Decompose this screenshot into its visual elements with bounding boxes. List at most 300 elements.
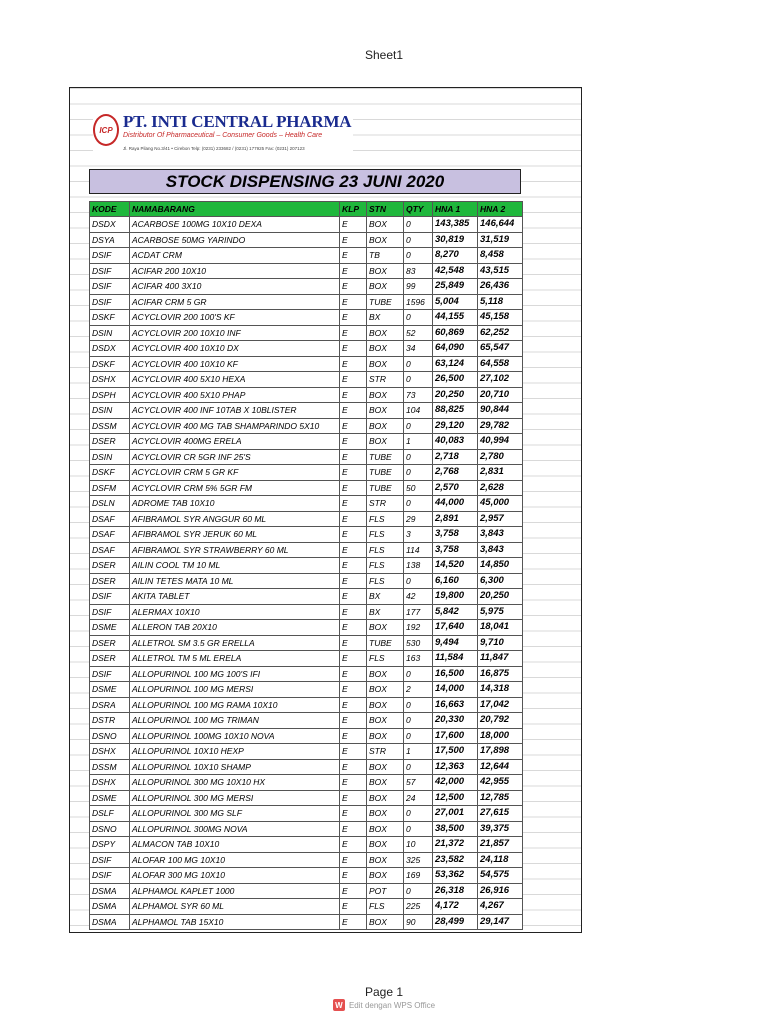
table-row xyxy=(90,558,523,574)
cell-klp: E xyxy=(340,372,367,388)
cell-namabarang: ALLOPURINOL 300MG NOVA xyxy=(130,821,340,837)
cell-qty: 225 xyxy=(404,899,433,915)
cell-hna1: 143,385 xyxy=(433,217,478,233)
cell-klp: E xyxy=(340,248,367,264)
table-row xyxy=(90,325,523,341)
cell-namabarang: ACYCLOVIR 400 5X10 HEXA xyxy=(130,372,340,388)
cell-klp: E xyxy=(340,511,367,527)
cell-hna2: 5,118 xyxy=(478,294,523,310)
cell-hna1: 17,600 xyxy=(433,728,478,744)
cell-namabarang: ACYCLOVIR 400 10X10 KF xyxy=(130,356,340,372)
cell-hna2: 6,300 xyxy=(478,573,523,589)
cell-qty: 24 xyxy=(404,790,433,806)
cell-stn: BOX xyxy=(367,279,404,295)
cell-namabarang: ALPHAMOL KAPLET 1000 xyxy=(130,883,340,899)
cell-kode: DSDX xyxy=(90,341,130,357)
cell-qty: 138 xyxy=(404,558,433,574)
cell-qty: 0 xyxy=(404,759,433,775)
cell-qty: 114 xyxy=(404,542,433,558)
cell-klp: E xyxy=(340,914,367,930)
cell-stn: FLS xyxy=(367,899,404,915)
cell-stn: FLS xyxy=(367,558,404,574)
cell-klp: E xyxy=(340,434,367,450)
cell-klp: E xyxy=(340,682,367,698)
cell-kode: DSIF xyxy=(90,868,130,884)
cell-hna1: 6,160 xyxy=(433,573,478,589)
cell-namabarang: ACYCLOVIR 400MG ERELA xyxy=(130,434,340,450)
cell-stn: STR xyxy=(367,496,404,512)
cell-stn: BOX xyxy=(367,403,404,419)
cell-kode: DSER xyxy=(90,558,130,574)
cell-hna2: 18,000 xyxy=(478,728,523,744)
cell-klp: E xyxy=(340,806,367,822)
cell-kode: DSHX xyxy=(90,744,130,760)
cell-namabarang: ACYCLOVIR 400 MG TAB SHAMPARINDO 5X10 xyxy=(130,418,340,434)
cell-kode: DSIF xyxy=(90,852,130,868)
header-hna2: HNA 2 xyxy=(478,202,523,217)
cell-hna1: 17,500 xyxy=(433,744,478,760)
cell-namabarang: ALLOPURINOL 100MG 10X10 NOVA xyxy=(130,728,340,744)
cell-stn: FLS xyxy=(367,511,404,527)
cell-hna1: 8,270 xyxy=(433,248,478,264)
cell-kode: DSNO xyxy=(90,821,130,837)
cell-hna1: 42,548 xyxy=(433,263,478,279)
cell-qty: 10 xyxy=(404,837,433,853)
cell-hna1: 19,800 xyxy=(433,589,478,605)
cell-kode: DSIF xyxy=(90,589,130,605)
cell-hna1: 44,155 xyxy=(433,310,478,326)
table-row xyxy=(90,589,523,605)
cell-namabarang: ACARBOSE 100MG 10X10 DEXA xyxy=(130,217,340,233)
cell-namabarang: ALLOPURINOL 300 MG MERSI xyxy=(130,790,340,806)
cell-hna1: 27,001 xyxy=(433,806,478,822)
cell-kode: DSIF xyxy=(90,666,130,682)
cell-hna1: 2,891 xyxy=(433,511,478,527)
table-row xyxy=(90,604,523,620)
cell-hna1: 26,318 xyxy=(433,883,478,899)
cell-kode: DSRA xyxy=(90,697,130,713)
cell-kode: DSMA xyxy=(90,914,130,930)
table-row xyxy=(90,883,523,899)
cell-qty: 50 xyxy=(404,480,433,496)
cell-stn: BOX xyxy=(367,728,404,744)
cell-stn: BOX xyxy=(367,418,404,434)
cell-hna1: 40,083 xyxy=(433,434,478,450)
stock-table xyxy=(89,201,523,930)
cell-hna2: 8,458 xyxy=(478,248,523,264)
table-row xyxy=(90,651,523,667)
cell-kode: DSER xyxy=(90,434,130,450)
cell-qty: 0 xyxy=(404,806,433,822)
cell-qty: 177 xyxy=(404,604,433,620)
cell-namabarang: ACYCLOVIR 400 10X10 DX xyxy=(130,341,340,357)
cell-hna1: 2,570 xyxy=(433,480,478,496)
table-row xyxy=(90,666,523,682)
cell-stn: FLS xyxy=(367,527,404,543)
cell-hna2: 64,558 xyxy=(478,356,523,372)
company-logo-icon: ICP xyxy=(93,114,119,146)
cell-stn: FLS xyxy=(367,651,404,667)
cell-hna2: 4,267 xyxy=(478,899,523,915)
cell-kode: DSIF xyxy=(90,248,130,264)
cell-klp: E xyxy=(340,403,367,419)
cell-kode: DSIN xyxy=(90,403,130,419)
cell-kode: DSIF xyxy=(90,604,130,620)
cell-hna1: 4,172 xyxy=(433,899,478,915)
cell-kode: DSSM xyxy=(90,759,130,775)
cell-kode: DSPH xyxy=(90,387,130,403)
cell-hna2: 40,994 xyxy=(478,434,523,450)
table-row xyxy=(90,620,523,636)
cell-kode: DSME xyxy=(90,682,130,698)
cell-kode: DSIF xyxy=(90,279,130,295)
cell-hna1: 12,500 xyxy=(433,790,478,806)
cell-stn: BOX xyxy=(367,217,404,233)
cell-klp: E xyxy=(340,728,367,744)
cell-stn: BOX xyxy=(367,837,404,853)
cell-qty: 325 xyxy=(404,852,433,868)
cell-klp: E xyxy=(340,821,367,837)
cell-stn: BOX xyxy=(367,434,404,450)
cell-namabarang: ALLOPURINOL 100 MG RAMA 10X10 xyxy=(130,697,340,713)
cell-hna1: 29,120 xyxy=(433,418,478,434)
cell-stn: BOX xyxy=(367,821,404,837)
cell-kode: DSAF xyxy=(90,527,130,543)
header-hna1: HNA 1 xyxy=(433,202,478,217)
table-row xyxy=(90,217,523,233)
cell-hna2: 14,318 xyxy=(478,682,523,698)
cell-hna2: 9,710 xyxy=(478,635,523,651)
cell-hna2: 29,147 xyxy=(478,914,523,930)
cell-hna2: 29,782 xyxy=(478,418,523,434)
cell-kode: DSPY xyxy=(90,837,130,853)
cell-hna2: 26,916 xyxy=(478,883,523,899)
cell-namabarang: AILIN COOL TM 10 ML xyxy=(130,558,340,574)
cell-qty: 73 xyxy=(404,387,433,403)
cell-namabarang: ALPHAMOL SYR 60 ML xyxy=(130,899,340,915)
cell-namabarang: ALLETROL TM 5 ML ERELA xyxy=(130,651,340,667)
table-row xyxy=(90,713,523,729)
cell-namabarang: ACYCLOVIR 400 INF 10TAB X 10BLISTER xyxy=(130,403,340,419)
cell-hna2: 65,547 xyxy=(478,341,523,357)
cell-qty: 0 xyxy=(404,356,433,372)
cell-kode: DSER xyxy=(90,573,130,589)
report-title: STOCK DISPENSING 23 JUNI 2020 xyxy=(89,169,521,194)
cell-hna2: 54,575 xyxy=(478,868,523,884)
cell-stn: STR xyxy=(367,372,404,388)
cell-namabarang: ALOFAR 300 MG 10X10 xyxy=(130,868,340,884)
cell-kode: DSAF xyxy=(90,542,130,558)
cell-hna1: 17,640 xyxy=(433,620,478,636)
cell-namabarang: ACYCLOVIR 200 10X10 INF xyxy=(130,325,340,341)
cell-hna1: 28,499 xyxy=(433,914,478,930)
cell-kode: DSER xyxy=(90,635,130,651)
cell-hna2: 3,843 xyxy=(478,527,523,543)
cell-hna2: 2,628 xyxy=(478,480,523,496)
cell-namabarang: ALLOPURINOL 300 MG SLF xyxy=(130,806,340,822)
cell-stn: BOX xyxy=(367,682,404,698)
cell-qty: 0 xyxy=(404,666,433,682)
cell-stn: BX xyxy=(367,604,404,620)
table-row xyxy=(90,868,523,884)
cell-hna1: 9,494 xyxy=(433,635,478,651)
cell-qty: 1 xyxy=(404,744,433,760)
table-row xyxy=(90,682,523,698)
cell-stn: BOX xyxy=(367,713,404,729)
cell-qty: 0 xyxy=(404,217,433,233)
cell-stn: TUBE xyxy=(367,635,404,651)
stock-table-header xyxy=(90,202,523,217)
cell-namabarang: AFIBRAMOL SYR JERUK 60 ML xyxy=(130,527,340,543)
cell-qty: 104 xyxy=(404,403,433,419)
cell-hna1: 20,330 xyxy=(433,713,478,729)
cell-hna1: 21,372 xyxy=(433,837,478,853)
cell-stn: STR xyxy=(367,744,404,760)
cell-hna1: 20,250 xyxy=(433,387,478,403)
cell-hna1: 5,842 xyxy=(433,604,478,620)
cell-kode: DSMA xyxy=(90,899,130,915)
cell-qty: 83 xyxy=(404,263,433,279)
cell-klp: E xyxy=(340,356,367,372)
cell-klp: E xyxy=(340,868,367,884)
cell-namabarang: ACYCLOVIR 200 100'S KF xyxy=(130,310,340,326)
cell-stn: BOX xyxy=(367,852,404,868)
cell-namabarang: ALLOPURINOL 10X10 SHAMP xyxy=(130,759,340,775)
company-tagline: Distributor Of Pharmaceutical – Consumer Goods – Health Care xyxy=(123,132,323,139)
table-row xyxy=(90,341,523,357)
cell-klp: E xyxy=(340,465,367,481)
cell-kode: DSME xyxy=(90,790,130,806)
cell-qty: 0 xyxy=(404,713,433,729)
cell-namabarang: AKITA TABLET xyxy=(130,589,340,605)
cell-klp: E xyxy=(340,325,367,341)
cell-klp: E xyxy=(340,775,367,791)
cell-qty: 42 xyxy=(404,589,433,605)
table-row xyxy=(90,232,523,248)
cell-hna1: 14,520 xyxy=(433,558,478,574)
cell-hna1: 3,758 xyxy=(433,527,478,543)
cell-kode: DSKF xyxy=(90,356,130,372)
cell-qty: 0 xyxy=(404,248,433,264)
cell-hna2: 20,792 xyxy=(478,713,523,729)
cell-stn: BOX xyxy=(367,232,404,248)
cell-stn: BX xyxy=(367,589,404,605)
table-row xyxy=(90,573,523,589)
cell-stn: FLS xyxy=(367,573,404,589)
cell-qty: 0 xyxy=(404,449,433,465)
cell-klp: E xyxy=(340,852,367,868)
cell-qty: 0 xyxy=(404,573,433,589)
page-number: Page 1 xyxy=(364,985,404,999)
cell-kode: DSSM xyxy=(90,418,130,434)
cell-stn: BOX xyxy=(367,263,404,279)
cell-qty: 0 xyxy=(404,496,433,512)
cell-hna2: 14,850 xyxy=(478,558,523,574)
cell-kode: DSTR xyxy=(90,713,130,729)
company-logo xyxy=(93,110,353,160)
cell-kode: DSIN xyxy=(90,449,130,465)
cell-qty: 34 xyxy=(404,341,433,357)
cell-namabarang: ALMACON TAB 10X10 xyxy=(130,837,340,853)
cell-qty: 192 xyxy=(404,620,433,636)
cell-namabarang: AFIBRAMOL SYR ANGGUR 60 ML xyxy=(130,511,340,527)
cell-klp: E xyxy=(340,527,367,543)
cell-klp: E xyxy=(340,418,367,434)
table-row xyxy=(90,744,523,760)
cell-qty: 0 xyxy=(404,697,433,713)
cell-namabarang: ACYCLOVIR CRM 5 GR KF xyxy=(130,465,340,481)
cell-hna2: 90,844 xyxy=(478,403,523,419)
cell-stn: BOX xyxy=(367,341,404,357)
table-row xyxy=(90,527,523,543)
cell-klp: E xyxy=(340,635,367,651)
cell-kode: DSIF xyxy=(90,294,130,310)
cell-hna1: 38,500 xyxy=(433,821,478,837)
cell-hna1: 3,758 xyxy=(433,542,478,558)
wps-office-note[interactable] xyxy=(0,999,768,1011)
cell-hna2: 12,785 xyxy=(478,790,523,806)
cell-qty: 0 xyxy=(404,310,433,326)
cell-klp: E xyxy=(340,651,367,667)
cell-kode: DSLN xyxy=(90,496,130,512)
cell-klp: E xyxy=(340,666,367,682)
cell-klp: E xyxy=(340,697,367,713)
cell-hna1: 44,000 xyxy=(433,496,478,512)
table-row xyxy=(90,806,523,822)
table-row xyxy=(90,294,523,310)
cell-klp: E xyxy=(340,713,367,729)
cell-klp: E xyxy=(340,759,367,775)
cell-qty: 0 xyxy=(404,372,433,388)
cell-stn: BOX xyxy=(367,914,404,930)
cell-klp: E xyxy=(340,480,367,496)
cell-hna2: 31,519 xyxy=(478,232,523,248)
table-row xyxy=(90,635,523,651)
cell-namabarang: ALLERON TAB 20X10 xyxy=(130,620,340,636)
table-row xyxy=(90,480,523,496)
cell-stn: FLS xyxy=(367,542,404,558)
cell-stn: POT xyxy=(367,883,404,899)
cell-hna1: 16,663 xyxy=(433,697,478,713)
table-row xyxy=(90,852,523,868)
cell-kode: DSYA xyxy=(90,232,130,248)
cell-hna2: 39,375 xyxy=(478,821,523,837)
cell-qty: 0 xyxy=(404,418,433,434)
cell-stn: BOX xyxy=(367,806,404,822)
table-row xyxy=(90,899,523,915)
table-row xyxy=(90,465,523,481)
cell-stn: TB xyxy=(367,248,404,264)
cell-hna1: 2,768 xyxy=(433,465,478,481)
table-row xyxy=(90,356,523,372)
cell-qty: 3 xyxy=(404,527,433,543)
cell-qty: 99 xyxy=(404,279,433,295)
cell-hna2: 3,843 xyxy=(478,542,523,558)
cell-stn: BOX xyxy=(367,666,404,682)
table-row xyxy=(90,387,523,403)
cell-stn: BOX xyxy=(367,775,404,791)
table-row xyxy=(90,372,523,388)
table-row xyxy=(90,310,523,326)
cell-hna1: 5,004 xyxy=(433,294,478,310)
wps-office-icon: W xyxy=(333,999,345,1011)
cell-kode: DSLF xyxy=(90,806,130,822)
cell-klp: E xyxy=(340,232,367,248)
cell-kode: DSME xyxy=(90,620,130,636)
cell-klp: E xyxy=(340,744,367,760)
cell-hna1: 25,849 xyxy=(433,279,478,295)
table-row xyxy=(90,759,523,775)
cell-hna1: 42,000 xyxy=(433,775,478,791)
table-row xyxy=(90,697,523,713)
cell-namabarang: ALLOPURINOL 100 MG TRIMAN xyxy=(130,713,340,729)
cell-kode: DSFM xyxy=(90,480,130,496)
cell-stn: BOX xyxy=(367,356,404,372)
header-kode: KODE xyxy=(90,202,130,217)
cell-qty: 1596 xyxy=(404,294,433,310)
cell-namabarang: ACYCLOVIR CR 5GR INF 25'S xyxy=(130,449,340,465)
cell-stn: BOX xyxy=(367,387,404,403)
cell-klp: E xyxy=(340,263,367,279)
cell-qty: 29 xyxy=(404,511,433,527)
cell-hna1: 53,362 xyxy=(433,868,478,884)
cell-qty: 0 xyxy=(404,821,433,837)
cell-kode: DSAF xyxy=(90,511,130,527)
cell-klp: E xyxy=(340,279,367,295)
cell-qty: 2 xyxy=(404,682,433,698)
cell-klp: E xyxy=(340,496,367,512)
cell-qty: 90 xyxy=(404,914,433,930)
cell-kode: DSKF xyxy=(90,465,130,481)
cell-hna2: 20,250 xyxy=(478,589,523,605)
table-row xyxy=(90,775,523,791)
cell-stn: TUBE xyxy=(367,449,404,465)
cell-namabarang: ACYCLOVIR 400 5X10 PHAP xyxy=(130,387,340,403)
header-qty: QTY xyxy=(404,202,433,217)
cell-klp: E xyxy=(340,558,367,574)
cell-hna2: 5,975 xyxy=(478,604,523,620)
cell-qty: 0 xyxy=(404,883,433,899)
cell-qty: 0 xyxy=(404,232,433,248)
cell-namabarang: ALLETROL SM 3.5 GR ERELLA xyxy=(130,635,340,651)
cell-hna2: 45,158 xyxy=(478,310,523,326)
cell-klp: E xyxy=(340,387,367,403)
cell-stn: BOX xyxy=(367,325,404,341)
cell-stn: BOX xyxy=(367,620,404,636)
cell-qty: 530 xyxy=(404,635,433,651)
table-row xyxy=(90,279,523,295)
cell-hna1: 30,819 xyxy=(433,232,478,248)
cell-klp: E xyxy=(340,217,367,233)
cell-namabarang: ALERMAX 10X10 xyxy=(130,604,340,620)
cell-kode: DSIN xyxy=(90,325,130,341)
cell-hna2: 43,515 xyxy=(478,263,523,279)
cell-namabarang: ACIFAR 400 3X10 xyxy=(130,279,340,295)
cell-klp: E xyxy=(340,542,367,558)
table-row xyxy=(90,449,523,465)
cell-hna2: 42,955 xyxy=(478,775,523,791)
cell-stn: BOX xyxy=(367,868,404,884)
cell-qty: 52 xyxy=(404,325,433,341)
cell-stn: BX xyxy=(367,310,404,326)
cell-kode: DSNO xyxy=(90,728,130,744)
cell-namabarang: ACDAT CRM xyxy=(130,248,340,264)
table-row xyxy=(90,496,523,512)
cell-kode: DSHX xyxy=(90,775,130,791)
cell-hna1: 16,500 xyxy=(433,666,478,682)
table-row xyxy=(90,837,523,853)
table-row xyxy=(90,418,523,434)
